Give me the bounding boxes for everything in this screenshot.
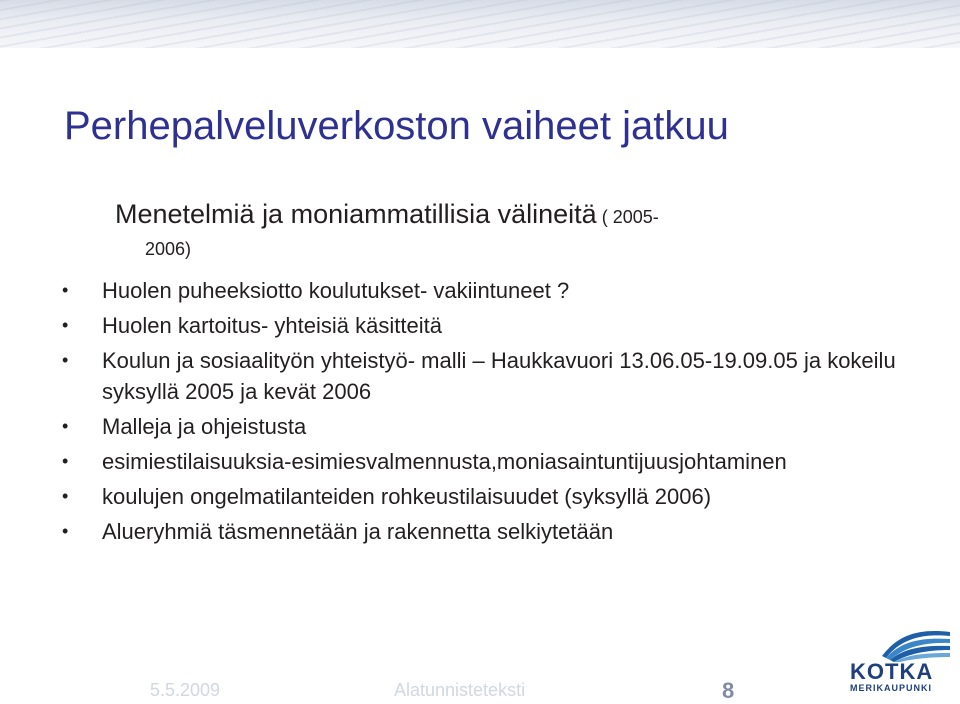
list-item [60, 310, 900, 341]
list-item-text: Malleja ja ohjeistusta [102, 414, 307, 439]
list-item-text: Alueryhmiä täsmennetään ja rakennetta selkiytetään [102, 519, 614, 544]
footer-text: Alatunnisteteksti [394, 680, 526, 700]
bullet-icon: • [62, 521, 69, 541]
list-item-text: esimiestilaisuuksia-esimiesvalmennusta,moniasaintuntijuusjohtaminen [102, 449, 787, 474]
list-item [60, 345, 900, 407]
list-item [60, 275, 900, 306]
footer-date: 5.5.2009 [150, 680, 221, 700]
bullet-list [60, 275, 900, 551]
subtitle-years-cont: 2006) [145, 239, 192, 259]
logo-wordmark: KOTKA [850, 659, 934, 684]
list-item-text: Huolen kartoitus- yhteisiä käsitteitä [102, 313, 442, 338]
header-band [0, 0, 960, 48]
list-item [60, 411, 900, 442]
bullet-icon: • [62, 315, 69, 335]
list-item [60, 481, 900, 512]
list-item-text: Koulun ja sosiaalityön yhteistyö- malli – Haukkavuori 13.06.05-19.09.05 ja kokeilu syksyllä 2005 ja kevät 2006 [102, 348, 896, 404]
list-item [60, 516, 900, 547]
page-number: 8 [722, 678, 735, 703]
bullet-icon: • [62, 416, 69, 436]
subtitle-text: Menetelmiä ja moniammatillisia välineitä [115, 199, 597, 229]
flag-wave-icon [842, 628, 954, 662]
subtitle-years: ( 2005- [596, 207, 659, 227]
list-item-text: koulujen ongelmatilanteiden rohkeustilaisuudet (syksyllä 2006) [102, 484, 712, 509]
bullet-icon: • [62, 451, 69, 471]
logo-tagline: MERIKAUPUNKI [850, 683, 933, 693]
bullet-icon: • [62, 280, 69, 300]
kotka-logo [842, 628, 954, 698]
list-item-text: Huolen puheeksiotto koulutukset- vakiintuneet ? [102, 278, 570, 303]
bullet-icon: • [62, 350, 69, 370]
slide-title: Perhepalveluverkoston vaiheet jatkuu [64, 104, 729, 148]
bullet-icon: • [62, 486, 69, 506]
list-item [60, 446, 900, 477]
slide-subtitle [115, 199, 815, 266]
